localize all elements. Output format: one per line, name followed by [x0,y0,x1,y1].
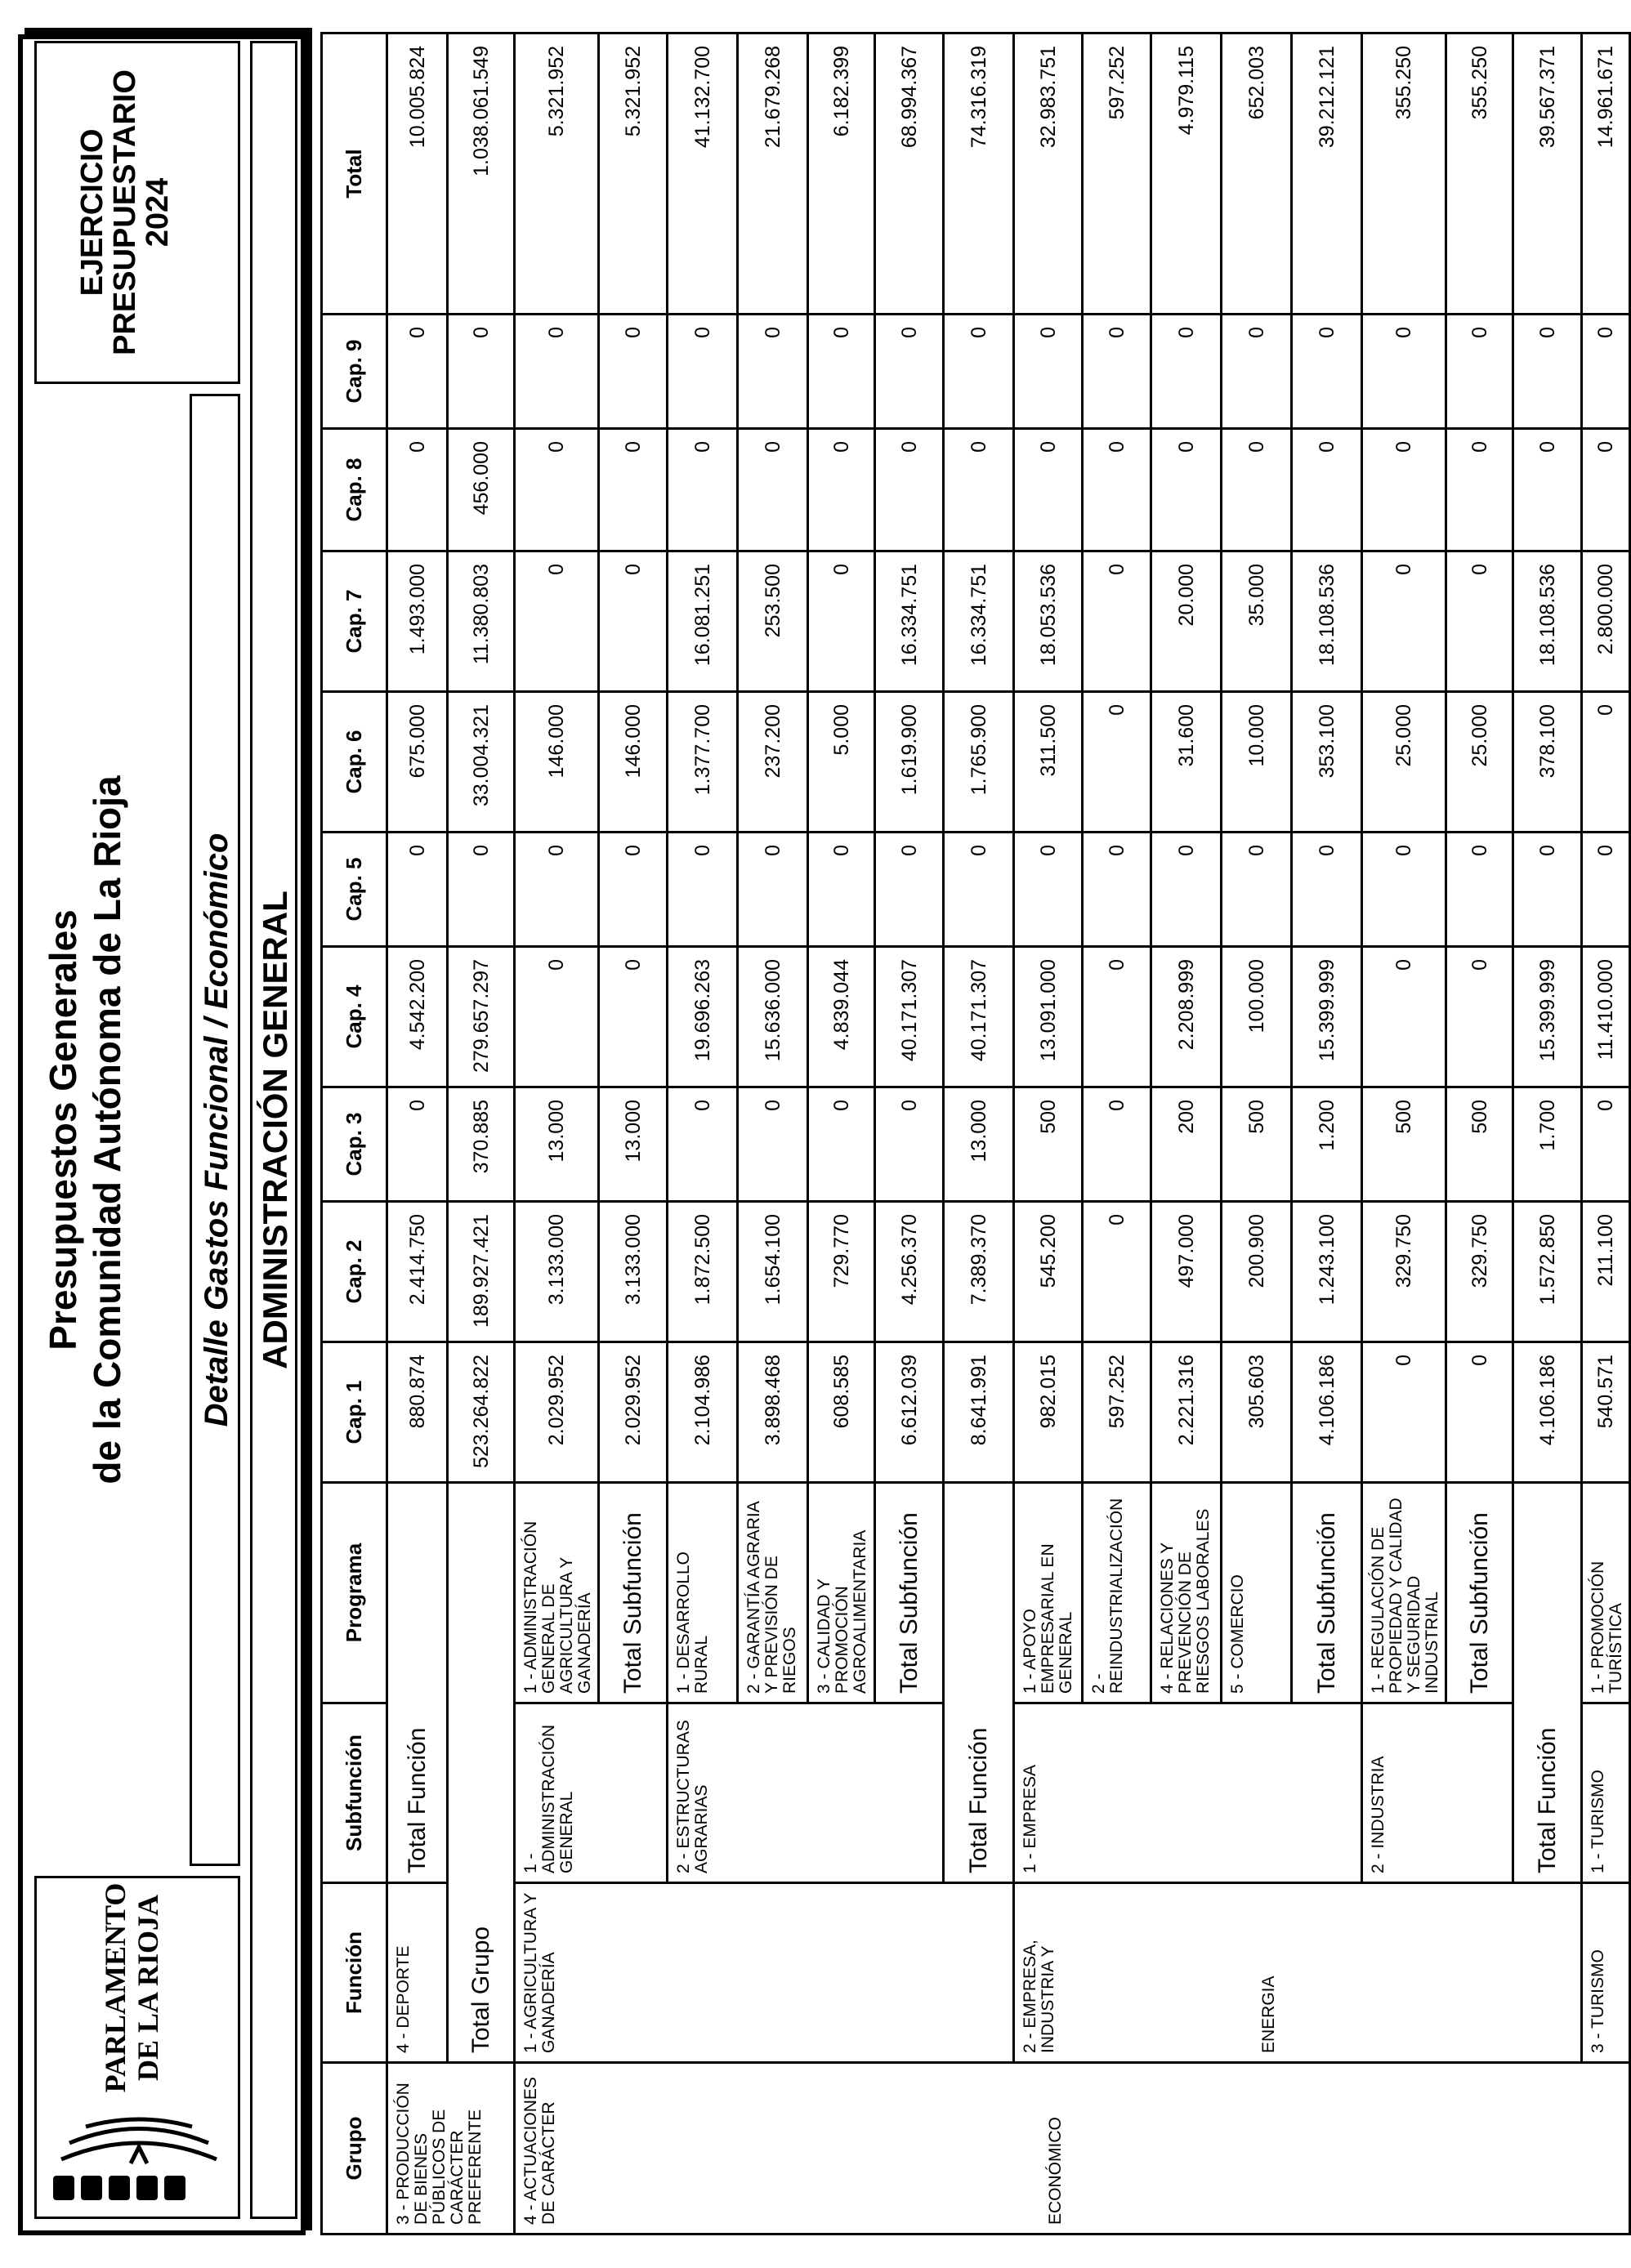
amount-cell: 146.000 [599,692,668,833]
table-row [515,33,599,2235]
amount-cell: 0 [1513,833,1582,947]
amount-cell: 1.765.900 [944,692,1014,833]
amount-cell: 0 [1014,315,1083,429]
amount-cell: 0 [515,551,599,692]
amount-cell: 0 [599,551,668,692]
programa-cell: 1 - APOYO EMPRESARIAL EN GENERAL [1014,1483,1083,1703]
amount-cell: 13.091.000 [1014,947,1083,1087]
col-header: Subfunción [322,1703,387,1883]
amount-cell: 200.900 [1222,1202,1292,1342]
amount-cell: 1.200 [1292,1087,1362,1202]
amount-cell: 2.029.952 [515,1342,599,1483]
amount-cell: 13.000 [515,1087,599,1202]
amount-cell: 0 [599,947,668,1087]
total-cell: 74.316.319 [944,33,1014,315]
programa-cell: 2 - REINDUSTRIALIZACIÓN [1083,1483,1151,1703]
amount-cell: 0 [1446,833,1513,947]
amount-cell: 16.334.751 [944,551,1014,692]
section-box [250,41,297,2219]
exercise-year: 2024 [141,177,175,248]
amount-cell: 0 [1083,1202,1151,1342]
funcion-label: 2 - EMPRESA, INDUSTRIA Y [1021,1940,1057,2053]
amount-cell: 597.252 [1083,1342,1151,1483]
amount-cell: 500 [1362,1087,1446,1202]
amount-cell: 25.000 [1362,692,1446,833]
amount-cell: 353.100 [1292,692,1362,833]
amount-cell: 2.029.952 [599,1342,668,1483]
total-funcion-label: Total Función [1513,1483,1582,1883]
amount-cell: 545.200 [1014,1202,1083,1342]
amount-cell: 5.000 [808,692,875,833]
grupo-cell: 3 - PRODUCCIÓN DE BIENES PÚBLICOS DE CARÁCTER PREFERENTE [387,2063,515,2235]
amount-cell: 0 [808,551,875,692]
amount-cell: 0 [515,429,599,551]
amount-cell: 0 [515,833,599,947]
amount-cell: 0 [387,1087,448,1202]
exercise-box [34,41,240,384]
funcion-cell [1014,1883,1582,2063]
amount-cell: 0 [1582,833,1630,947]
amount-cell: 25.000 [1446,692,1513,833]
grupo-label-cont: ECONÓMICO [1046,2117,1065,2225]
funcion-cell: 4 - DEPORTE [387,1883,448,2063]
amount-cell: 0 [944,315,1014,429]
col-header: Cap. 1 [322,1342,387,1483]
total-cell: 4.979.115 [1151,33,1222,315]
amount-cell: 0 [599,833,668,947]
col-header: Cap. 9 [322,315,387,429]
subfuncion-cell: 2 - ESTRUCTURAS AGRARIAS [668,1703,944,1883]
amount-cell: 370.885 [448,1087,515,1202]
amount-cell: 0 [599,429,668,551]
subfuncion-cell: 1 - EMPRESA [1014,1703,1362,1883]
amount-cell: 0 [875,1087,944,1202]
amount-cell: 15.636.000 [738,947,808,1087]
amount-cell: 880.874 [387,1342,448,1483]
amount-cell: 33.004.321 [448,692,515,833]
amount-cell: 6.612.039 [875,1342,944,1483]
programa-cell: 1 - DESARROLLO RURAL [668,1483,738,1703]
amount-cell: 0 [668,315,738,429]
programa-cell: 1 - PROMOCIÓN TURÍSTICA [1582,1483,1630,1703]
programa-cell: 4 - RELACIONES Y PREVENCIÓN DE RIESGOS LABORALES [1151,1483,1222,1703]
parliament-emblem-icon [45,2106,233,2208]
amount-cell: 8.641.991 [944,1342,1014,1483]
amount-cell: 20.000 [1151,551,1222,692]
funcion-cell: 1 - AGRICULTURA Y GANADERÍA [515,1883,1014,2063]
amount-cell: 675.000 [387,692,448,833]
amount-cell: 0 [1582,692,1630,833]
col-header: Cap. 4 [322,947,387,1087]
total-grupo-label: Total Grupo [448,1483,515,2063]
subtitle-box [190,394,240,1866]
col-header: Cap. 8 [322,429,387,551]
amount-cell: 0 [1083,833,1151,947]
total-subfuncion-label: Total Subfunción [1292,1483,1362,1703]
amount-cell: 3.133.000 [515,1202,599,1342]
amount-cell: 0 [1222,833,1292,947]
amount-cell: 0 [1582,429,1630,551]
programa-cell: 1 - REGULACIÓN DE PROPIEDAD Y CALIDAD Y SEGURIDAD INDUSTRIAL [1362,1483,1446,1703]
amount-cell: 0 [1292,833,1362,947]
col-header: Cap. 5 [322,833,387,947]
budget-table [320,32,1631,2235]
col-header: Cap. 6 [322,692,387,833]
col-header: Cap. 3 [322,1087,387,1202]
amount-cell: 0 [808,315,875,429]
amount-cell: 0 [1582,1087,1630,1202]
programa-cell: 3 - CALIDAD Y PROMOCIÓN AGROALIMENTARIA [808,1483,875,1703]
amount-cell: 0 [1446,1342,1513,1483]
amount-cell: 0 [1446,315,1513,429]
programa-cell: 5 - COMERCIO [1222,1483,1292,1703]
amount-cell: 0 [944,833,1014,947]
amount-cell: 11.380.803 [448,551,515,692]
programa-cell: 2 - GARANTÍA AGRARIA Y PREVISIÓN DE RIEGOS [738,1483,808,1703]
amount-cell: 3.898.468 [738,1342,808,1483]
amount-cell: 0 [1014,833,1083,947]
amount-cell: 16.334.751 [875,551,944,692]
amount-cell: 0 [668,1087,738,1202]
amount-cell: 0 [387,315,448,429]
amount-cell: 500 [1446,1087,1513,1202]
amount-cell: 40.171.307 [944,947,1014,1087]
table-row [387,33,448,2235]
total-cell: 652.003 [1222,33,1292,315]
table-row [448,33,515,2235]
total-funcion-label: Total Función [944,1483,1014,1883]
amount-cell: 0 [1083,692,1151,833]
col-header: Cap. 7 [322,551,387,692]
amount-cell: 18.053.536 [1014,551,1083,692]
amount-cell: 0 [875,429,944,551]
amount-cell: 0 [1362,833,1446,947]
amount-cell: 0 [448,833,515,947]
amount-cell: 10.000 [1222,692,1292,833]
funcion-cell: 3 - TURISMO [1582,1883,1630,2063]
amount-cell: 18.108.536 [1292,551,1362,692]
table-row [1014,33,1083,2235]
amount-cell: 189.927.421 [448,1202,515,1342]
grupo-label: 4 - ACTUACIONES DE CARÁCTER [521,2077,558,2225]
amount-cell: 0 [387,833,448,947]
logo-box [34,1876,240,2219]
amount-cell: 0 [387,429,448,551]
amount-cell: 2.208.999 [1151,947,1222,1087]
amount-cell: 0 [1083,315,1151,429]
amount-cell: 4.106.186 [1292,1342,1362,1483]
amount-cell: 2.104.986 [668,1342,738,1483]
amount-cell: 2.221.316 [1151,1342,1222,1483]
title-line-2: de la Comunidad Autónoma de La Rioja [86,775,128,1484]
amount-cell: 0 [738,315,808,429]
amount-cell: 0 [448,315,515,429]
header-row [322,33,387,2235]
exercise-line-2: PRESUPUESTARIO [108,69,142,355]
amount-cell: 13.000 [944,1087,1014,1202]
total-cell: 355.250 [1446,33,1513,315]
amount-cell: 4.839.044 [808,947,875,1087]
amount-cell: 13.000 [599,1087,668,1202]
amount-cell: 0 [738,429,808,551]
amount-cell: 0 [1151,315,1222,429]
amount-cell: 523.264.822 [448,1342,515,1483]
amount-cell: 0 [1362,947,1446,1087]
col-header: Grupo [322,2063,387,2235]
amount-cell: 4.106.186 [1513,1342,1582,1483]
page-title [41,394,129,1866]
section-title: ADMINISTRACIÓN GENERAL [256,891,294,1369]
amount-cell: 279.657.297 [448,947,515,1087]
amount-cell: 146.000 [515,692,599,833]
exercise-label [76,43,174,382]
amount-cell: 0 [668,833,738,947]
amount-cell: 0 [1292,315,1362,429]
total-cell: 5.321.952 [515,33,599,315]
amount-cell: 0 [1014,429,1083,551]
amount-cell: 0 [599,315,668,429]
page-subtitle: Detalle Gastos Funcional / Económico [199,833,235,1427]
amount-cell: 0 [515,947,599,1087]
amount-cell: 1.493.000 [387,551,448,692]
amount-cell: 0 [515,315,599,429]
amount-cell: 0 [1362,1342,1446,1483]
amount-cell: 0 [1083,947,1151,1087]
amount-cell: 35.000 [1222,551,1292,692]
amount-cell: 1.619.900 [875,692,944,833]
col-header: Programa [322,1483,387,1703]
amount-cell: 305.603 [1222,1342,1292,1483]
total-cell: 6.182.399 [808,33,875,315]
amount-cell: 3.133.000 [599,1202,668,1342]
amount-cell: 0 [1292,429,1362,551]
amount-cell: 0 [1446,551,1513,692]
amount-cell: 0 [1513,429,1582,551]
amount-cell: 0 [1083,1087,1151,1202]
table-row [1582,33,1630,2235]
title-line-1: Presupuestos Generales [42,909,84,1351]
amount-cell: 497.000 [1151,1202,1222,1342]
amount-cell: 18.108.536 [1513,551,1582,692]
amount-cell: 0 [808,833,875,947]
amount-cell: 16.081.251 [668,551,738,692]
total-cell: 68.994.367 [875,33,944,315]
total-subfuncion-label: Total Subfunción [875,1483,944,1703]
amount-cell: 1.700 [1513,1087,1582,1202]
amount-cell: 253.500 [738,551,808,692]
amount-cell: 0 [1222,429,1292,551]
programa-cell: 1 - ADMINISTRACIÓN GENERAL DE AGRICULTURA Y GANADERÍA [515,1483,599,1703]
col-header: Total [322,33,387,315]
amount-cell: 0 [1151,429,1222,551]
total-cell: 32.983.751 [1014,33,1083,315]
subfuncion-cell: 1 - ADMINISTRACIÓN GENERAL [515,1703,668,1883]
amount-cell: 4.256.370 [875,1202,944,1342]
amount-cell: 0 [1362,429,1446,551]
amount-cell: 19.696.263 [668,947,738,1087]
amount-cell: 540.571 [1582,1342,1630,1483]
total-cell: 21.679.268 [738,33,808,315]
header-frame [18,34,306,2235]
subfuncion-cell: 1 - TURISMO [1582,1703,1630,1883]
amount-cell: 0 [738,1087,808,1202]
total-funcion-label: Total Función [387,1483,448,1883]
total-cell: 10.005.824 [387,33,448,315]
amount-cell: 211.100 [1582,1202,1630,1342]
amount-cell: 2.414.750 [387,1202,448,1342]
grupo-cell [515,2063,1630,2235]
amount-cell: 0 [738,833,808,947]
amount-cell: 0 [944,429,1014,551]
amount-cell: 31.600 [1151,692,1222,833]
amount-cell: 40.171.307 [875,947,944,1087]
amount-cell: 0 [1083,551,1151,692]
amount-cell: 1.377.700 [668,692,738,833]
total-cell: 41.132.700 [668,33,738,315]
amount-cell: 0 [668,429,738,551]
amount-cell: 0 [1582,315,1630,429]
amount-cell: 0 [875,833,944,947]
amount-cell: 15.399.999 [1513,947,1582,1087]
subfuncion-cell: 2 - INDUSTRIA [1362,1703,1513,1883]
col-header: Función [322,1883,387,2063]
amount-cell: 311.500 [1014,692,1083,833]
amount-cell: 0 [1362,315,1446,429]
total-subfuncion-label: Total Subfunción [599,1483,668,1703]
amount-cell: 0 [1362,551,1446,692]
amount-cell: 200 [1151,1087,1222,1202]
amount-cell: 15.399.999 [1292,947,1362,1087]
amount-cell: 11.410.000 [1582,947,1630,1087]
amount-cell: 2.800.000 [1582,551,1630,692]
amount-cell: 500 [1014,1087,1083,1202]
total-cell: 597.252 [1083,33,1151,315]
amount-cell: 100.000 [1222,947,1292,1087]
col-header: Cap. 2 [322,1202,387,1342]
amount-cell: 608.585 [808,1342,875,1483]
amount-cell: 0 [1222,315,1292,429]
amount-cell: 237.200 [738,692,808,833]
amount-cell: 0 [1083,429,1151,551]
logo-text: PARLAMENTO DE LA RIOJA [99,1882,164,2093]
amount-cell: 1.572.850 [1513,1202,1582,1342]
amount-cell: 729.770 [808,1202,875,1342]
amount-cell: 500 [1222,1087,1292,1202]
amount-cell: 0 [808,429,875,551]
amount-cell: 378.100 [1513,692,1582,833]
total-cell: 1.038.061.549 [448,33,515,315]
amount-cell: 456.000 [448,429,515,551]
amount-cell: 0 [1513,315,1582,429]
total-subfuncion-label: Total Subfunción [1446,1483,1513,1703]
amount-cell: 1.654.100 [738,1202,808,1342]
total-cell: 39.212.121 [1292,33,1362,315]
amount-cell: 1.243.100 [1292,1202,1362,1342]
amount-cell: 0 [1151,833,1222,947]
total-cell: 14.961.671 [1582,33,1630,315]
total-cell: 355.250 [1362,33,1446,315]
amount-cell: 0 [875,315,944,429]
amount-cell: 329.750 [1446,1202,1513,1342]
total-cell: 5.321.952 [599,33,668,315]
total-cell: 39.567.371 [1513,33,1582,315]
amount-cell: 1.872.500 [668,1202,738,1342]
exercise-line-1: EJERCICIO [75,128,109,297]
amount-cell: 982.015 [1014,1342,1083,1483]
funcion-label-cont: ENERGIA [1259,1976,1278,2053]
amount-cell: 0 [1446,429,1513,551]
amount-cell: 4.542.200 [387,947,448,1087]
amount-cell: 329.750 [1362,1202,1446,1342]
amount-cell: 0 [808,1087,875,1202]
amount-cell: 0 [1446,947,1513,1087]
amount-cell: 7.389.370 [944,1202,1014,1342]
